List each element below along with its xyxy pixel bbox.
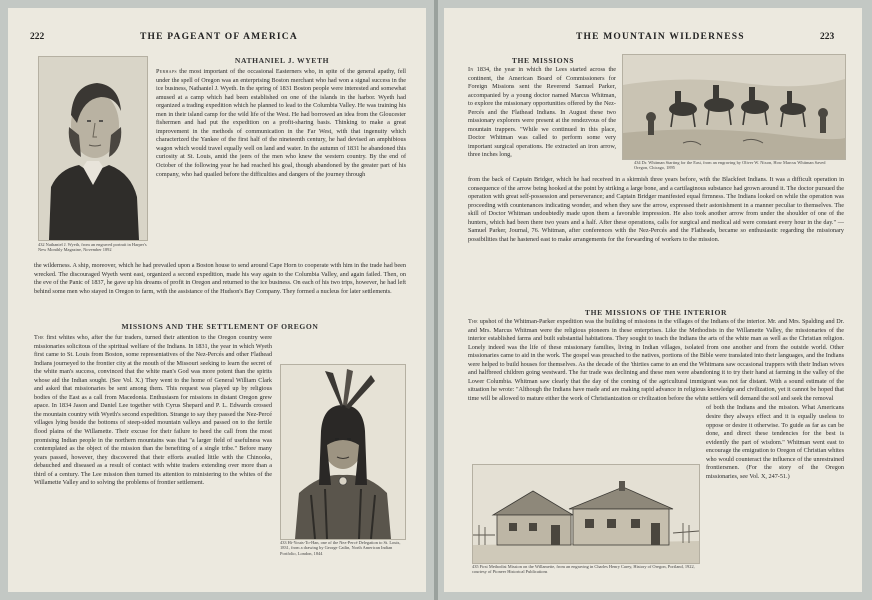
fig434-caption: 434 Dr. Whitman Starting for the East, from an engraving by Oliver W. Nixon, How Marcus Whitman Saved Oregon, Chicago, 1895 — [634, 160, 826, 171]
first-methodist-mission-engraving — [472, 464, 700, 564]
right-sec2-p2: of both the Indians and the mission. What Americans desire they always effect and it is equally useless to oppose or desire it otherwise. To guide as far as can be done, and direct these tendencies for the best is evidently the part of wisdom." Whitman went east to encourage the emigration to Oregon of Christian whites who would counteract the influence of the unrestrained frontiersmen. (For the story of the Oregon missionaries, see Vol. X, 247-51.) — [706, 404, 844, 480]
left-sec2-p1: first whites who, after the fur traders, turned their attention to the Oregon country were missionaries solicitous of the spiritual welfare of the Indians. In 1831, the year in which Wyeth first came to St. Louis from Boston, some representatives of the Nez-Percés and other Flathead Indians journeyed to the frontier city at the mouth of the Missouri seeking to learn the secret of the white man's success, convinced that the white man's God was more potent than the spirits whose aid the Indian sought. (See Vol. X.) They went to the home of General William Clark and asked that missionaries be sent among them. This request was played up by religious bodies of the East as a call from Macedonia. Enthusiasm for missions in distant Oregon grew apace. In 1834 Jason and Daniel Lee together with Cyrus Shepard and P. L. Edwards crossed the mountain country with Wyeth's second expedition. Strange to say they passed the Nez-Percé villages lying beside the bottoms of steep-sided mountain valleys and passed on to the fertile flood plains of the Willamette. Their excuse for their failure to heed the call from the most promising Indian people in the northern mountains was that "a larger field of usefulness was contemplated as the object of the mission than the benefiting of a single tribe." Before many years passed, however, they discovered that their efforts availed little with the Chinooks, debauched and diseased as a result of contact with white traders extending over more than a third of a century. The Lee mission then turned its attention to ministering to the whites of the Willamette Valley and to solving the problems of frontier settlement. — [34, 334, 273, 487]
right-sec1-lead: In — [468, 66, 474, 73]
left-section1-text-cont — [34, 262, 406, 297]
hi-youts-to-han-drawing — [280, 364, 406, 540]
left-sec1-p1: the most important of the occasional Easterners who, in spite of the general apathy, fell under the spell of Oregon was an enterprising Boston merchant who had won a signal success in the ice business, Nathaniel J. Wyeth. In the spring of 1831 Boston people were interested and somewhat amused at a camp which had been established on one of the islands in the harbor. Wyeth had organized a trading expedition which he planned to lead to the Columbia Valley. He was training his men in their island camp for the wild life of the West. He had borrowed an idea from the Gloucester fishermen and had put the expedition on a profit-sharing basis. Thinking to make a great improvement in the methods of communication in the Far West, with that ingenuity which characterized the Yankee of the first half of the nineteenth century, he had devised an amphibious wagon which would travel equally well on land and water. In the autumn of 1831 he abandoned this curiosity at St. Louis, amid the jeers of the men who knew the western country. By the end of October of the following year he had reached his goal, though abandoned by the greater part of his company, who had quailed before the difficulties and dangers of the journey through — [156, 68, 407, 178]
right-section2-title: THE MISSIONS OF THE INTERIOR — [584, 308, 728, 317]
right-sec1-p1: 1834, the year in which the Lees started across the continent, the American Board of Commissioners for Foreign Missions sent the Reverend Samuel Parker, accompanied by a young doctor named Marcus Whitman, to explore the missionary opportunities offered by the Nez-Percés and the Flathead Indians. In August these two missionary explorers were present at the rendezvous of the mountain trappers. "While we continued in this place, Doctor Whitman was called to perform some very important surgical operations. He extracted an iron arrow, three inches long, — [468, 66, 616, 159]
right-section1-text-cont — [468, 176, 844, 245]
left-page-number: 222 — [30, 32, 45, 42]
right-section1-text — [468, 66, 616, 161]
left-sec2-lead: The — [34, 334, 45, 341]
right-section1-title: THE MISSIONS — [511, 56, 575, 65]
right-sec2-p1: upshot of the Whitman-Parker expedition was the building of missions in the villages of the Indians of the interior. Mr. and Mrs. Spalding and Dr. and Mrs. Marcus Whitman were the religious pioneers in these enterprises. Like the Methodists in the Willamette Valley, the missionaries of the interior established farms and built substantial habitations. They sought to teach the Indians the arts of the white man as well as the Christian religion. Lonely indeed was the life of these missionary families, living in Indian villages, isolated from one another and from the outside world. Other missionaries came to aid in the work. The gospel was preached to the natives, portions of the Bible were translated into their languages, and the Indians were helped to build houses for themselves. As the decade of the 'thirties came to an end the Whitmans saw occasional trappers with their Indian wives and halfbreed children going westward. The fur trade was declining and these men were abandoning it to try their hand at farming in the valley of the Lower Columbia. Whitman saw clearly that the day of the coming of the agricultural immigrant was not far distant. With a sound estimate of the situation he wrote: "Although the Indians have made and are making rapid advance in religious knowledge and civilization, yet it cannot be hoped that time will be allowed to mature either the work of Christianization or civilization before the white settlers will demand the soil and seek the removal — [468, 318, 844, 402]
right-page — [444, 8, 862, 592]
left-section1-title: NATHANIEL J. WYETH — [234, 56, 330, 65]
right-running-head: THE MOUNTAIN WILDERNESS — [576, 32, 745, 42]
left-running-head: THE PAGEANT OF AMERICA — [140, 32, 298, 42]
whitman-starting-east-engraving — [622, 54, 846, 160]
right-sec2-lead: The — [468, 318, 479, 325]
right-page-number: 223 — [820, 32, 835, 42]
fig433-caption: 433 Hi-Youts-To-Han, one of the Nez-Percé Delegation to St. Louis, 1831, from a drawing by George Catlin, North American Indian Portfolio, London, 1844 — [280, 540, 401, 556]
left-section1-text — [156, 68, 406, 180]
right-sec1-p2: from the back of Captain Bridger, which he had received in a skirmish three years before, with the Blackfeet Indians. It was a difficult operation in consequence of the arrow being hooked at the point by striking a large bone, and a cartilaginous substance had grown around it. The doctor pursued the operation with great self-possession and perseverance; and Captain Bridger manifested equal firmness. The Indians looked on while the operation was proceeding with countenances indicating wonder, and when they saw the arrow, expressed their astonishment in a manner peculiar to themselves. The skill of Doctor Whitman undoubtedly made upon them a favorable impression. He also took another arrow from under the shoulder of one of the hunters, which had been there two years and a half. After these operations, calls for surgical and medical aid were constant every hour in the day." — Samuel Parker, Journal, 76. Whitman, after conferences with the Nez-Percés and the Flatheads, became so enthusiastic regarding the missionary possibilities that he hastened east to make arrangements for the forwarding of workers to the mission. — [468, 176, 844, 243]
left-sec1-lead: Perhaps — [156, 68, 177, 75]
left-page — [8, 8, 426, 592]
fig432-caption: 432 Nathaniel J. Wyeth, from an engraved portrait in Harper's New Monthly Magazine, November 1892 — [38, 242, 147, 253]
wyeth-portrait-image — [38, 56, 148, 241]
left-section2-title: MISSIONS AND THE SETTLEMENT OF OREGON — [121, 322, 319, 331]
book-gutter — [434, 0, 438, 600]
left-sec1-p2: the wilderness. A ship, moreover, which he had prevailed upon a Boston house to send around Cape Horn to cooperate with him in the trade had been wrecked. The discouraged Wyeth went east, organized a second expedition, made his way again to the Columbia Valley, and again failed. Then, on the eve of the Panic of 1837, he gave up his dreams of profit in Oregon and returned to the ice business. On each of his two trips, however, he had left behind some men who stayed in Oregon to farm, with the assistance of the Hudson's Bay Company. They formed a nucleus for later settlements. — [34, 262, 406, 295]
fig435-caption: 435 First Methodist Mission on the Willamette, from an engraving in Charles Henry Carey, History of Oregon, Portland, 1922, courtesy of Pioneer Historical Publications — [472, 564, 695, 575]
